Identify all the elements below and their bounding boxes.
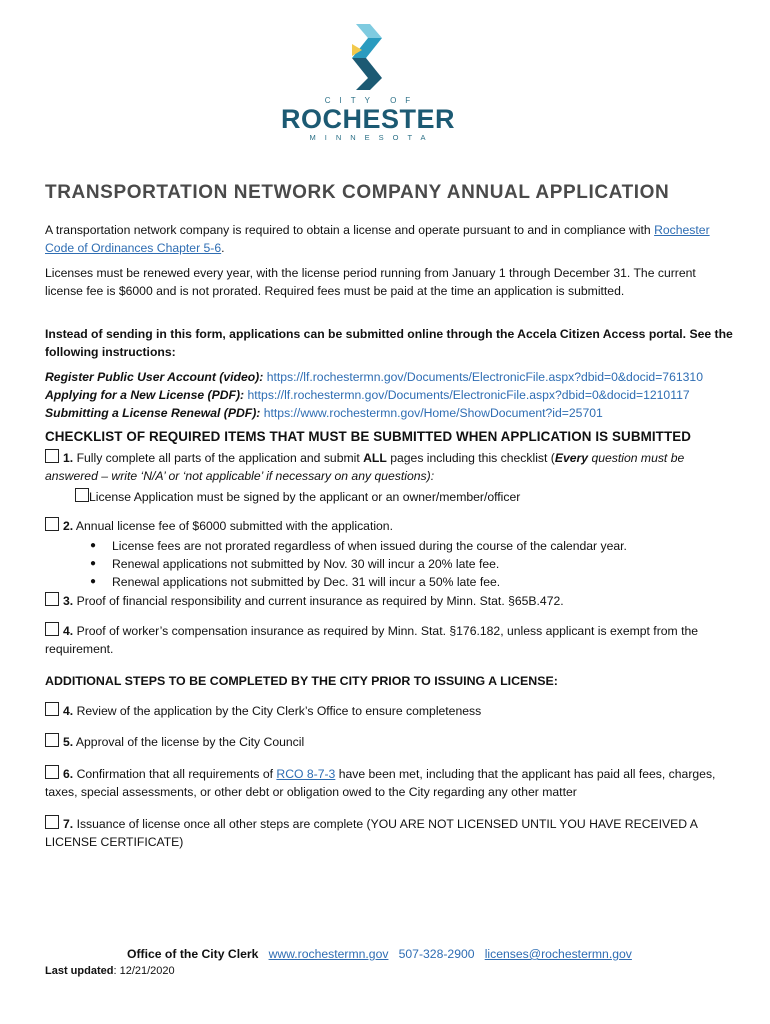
footer-contact [127,945,747,963]
rco-link[interactable]: RCO 8-7-3 [276,767,336,781]
instruction-new-license [45,386,735,404]
checkbox-additional-7[interactable] [45,815,59,829]
item-text: Confirmation that all requirements of [76,767,277,781]
item-number: 3. [63,594,74,608]
instruction-register [45,368,735,386]
list-item [90,555,627,573]
fee-bullet-list [90,537,627,591]
checkbox-additional-5[interactable] [45,733,59,747]
item-text: question must be answered – write ‘N/A’ or ‘not applicable’ if necessary on any questions): [45,451,685,483]
bullet-text: License fees are not prorated regardless of when issued during the course of the calendar year. [112,539,627,553]
bullet-icon: ● [90,540,97,551]
item-text: have been met, including that the applicant has paid all fees, charges, taxes, special assessments, or other debt or obligation owed to the City regarding any other matter [45,767,716,799]
instruction-url[interactable]: https://lf.rochestermn.gov/Documents/ElectronicFile.aspx?dbid=0&docid=761310 [266,370,703,384]
checklist-heading: CHECKLIST OF REQUIRED ITEMS THAT MUST BE SUBMITTED WHEN APPLICATION IS SUBMITTED [45,429,692,444]
ordinance-link[interactable]: Rochester Code of Ordinances Chapter 5-6 [45,223,710,255]
checkbox-additional-6[interactable] [45,765,59,779]
checklist-item-2 [45,517,735,535]
intro-paragraph-2: Licenses must be renewed every year, with the license period running from January 1 through December 31. The current license fee is $6000 and is not prorated. Required fees must be paid at the time an application is submitted. [45,266,696,298]
logo-city-name: ROCHESTER [280,104,455,134]
last-updated-separator: : [113,965,120,977]
item-number: 1. [63,451,74,465]
instruction-label: Register Public User Account (video): [45,370,264,384]
instruction-label: Submitting a License Renewal (PDF): [45,406,261,420]
rochester-r-icon [348,22,388,92]
instruction-url[interactable]: https://www.rochestermn.gov/Home/ShowDocument?id=25701 [263,406,603,420]
checklist-item-1-sub [75,488,735,506]
online-instructions-paragraph: Instead of sending in this form, applications can be submitted online through the Accela Citizen Access portal. See the following instructions: [45,327,733,359]
item-text: Fully complete all parts of the application and submit [76,451,364,465]
checklist-item-1 [45,449,735,485]
footer-website-link[interactable]: www.rochestermn.gov [268,947,389,961]
logo-state: MINNESOTA [309,133,435,142]
item-number: 2. [63,519,74,533]
list-item [90,573,627,591]
item-text: pages including this checklist ( [386,451,555,465]
additional-item-5 [45,733,735,751]
checkbox-2[interactable] [45,517,59,531]
item-text: Proof of worker’s compensation insurance as required by Minn. Stat. §176.182, unless applicant is exempt from the requirement. [45,624,699,656]
item-text: Issuance of license once all other steps are complete (YOU ARE NOT LICENSED UNTIL YOU HAVE RECEIVED A LICENSE CERTIFICATE) [45,817,698,849]
item-number: 4. [63,704,74,718]
last-updated-label: Last updated [45,965,114,977]
instruction-renewal [45,404,735,422]
instruction-label: Applying for a New License (PDF): [45,388,245,402]
additional-item-4 [45,702,735,720]
instruction-url[interactable]: https://lf.rochestermn.gov/Documents/ElectronicFile.aspx?dbid=0&docid=1210117 [247,388,690,402]
item-text: Annual license fee of $6000 submitted with the application. [75,519,393,533]
item-number: 7. [63,817,74,831]
bullet-icon: ● [90,576,97,587]
checkbox-additional-4[interactable] [45,702,59,716]
checkbox-1[interactable] [45,449,59,463]
additional-item-6 [45,765,735,801]
item-text: Approval of the license by the City Council [75,735,305,749]
item-number: 5. [63,735,74,749]
checkbox-3[interactable] [45,592,59,606]
last-updated-date: 12/21/2020 [119,965,175,977]
list-item [90,537,627,555]
item-number: 4. [63,624,74,638]
intro-paragraph-1 [45,221,735,257]
item-emphasis: ALL [363,451,387,465]
checklist-item-4 [45,622,735,658]
item-text: Proof of financial responsibility and current insurance as required by Minn. Stat. §65B.472. [76,594,564,608]
intro-text: A transportation network company is required to obtain a license and operate pursuant to and in compliance with [45,223,651,237]
checklist-item-3 [45,592,735,610]
item-text: Review of the application by the City Clerk’s Office to ensure completeness [76,704,482,718]
bullet-text: Renewal applications not submitted by Nov. 30 will incur a 20% late fee. [112,557,500,571]
footer-email-link[interactable]: licenses@rochestermn.gov [484,947,632,961]
intro-period: . [221,241,225,255]
city-logo [270,22,466,158]
item-emphasis: Every [554,451,589,465]
footer-phone: 507-328-2900 [398,947,475,961]
bullet-icon: ● [90,558,97,569]
logo-city-of: CITY OF [324,96,420,105]
last-updated [45,962,735,980]
footer-office: Office of the City Clerk [127,947,259,961]
item-text: License Application must be signed by the applicant or an owner/member/officer [89,490,521,504]
checkbox-1-sub[interactable] [75,488,89,502]
additional-item-7 [45,815,735,851]
checkbox-4[interactable] [45,622,59,636]
bullet-text: Renewal applications not submitted by Dec. 31 will incur a 50% late fee. [112,575,501,589]
additional-steps-heading: ADDITIONAL STEPS TO BE COMPLETED BY THE CITY PRIOR TO ISSUING A LICENSE: [45,674,558,688]
document-title: TRANSPORTATION NETWORK COMPANY ANNUAL APPLICATION [45,182,670,203]
instruction-list [45,368,735,422]
item-number: 6. [63,767,74,781]
